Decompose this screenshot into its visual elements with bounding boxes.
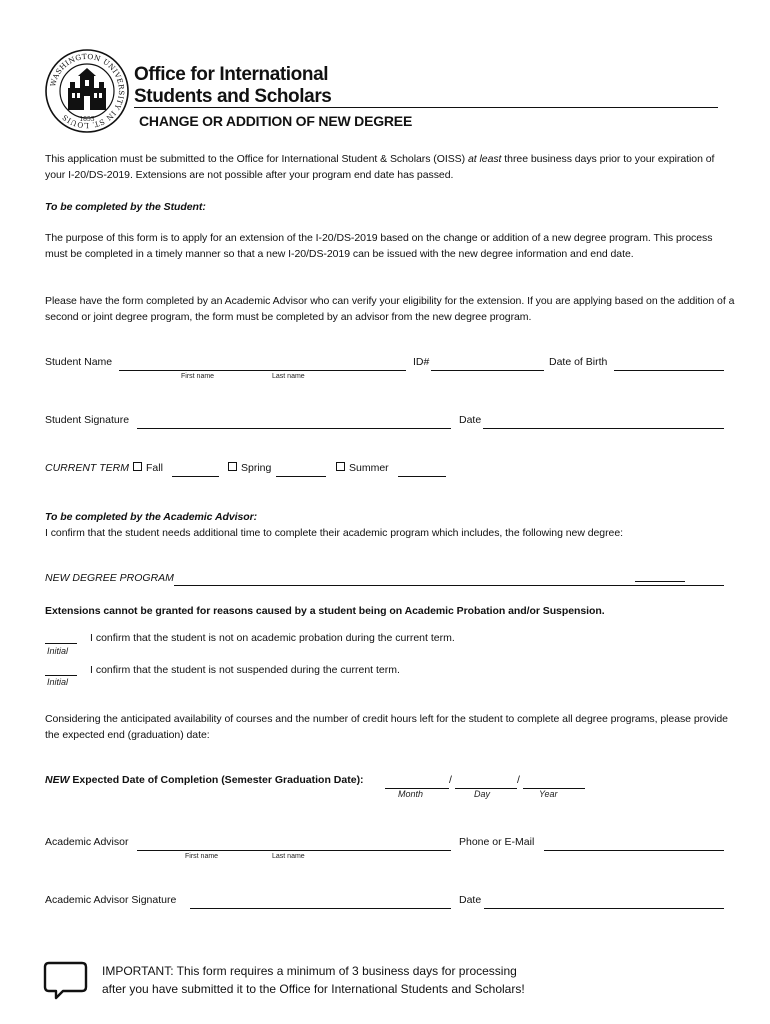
current-term-label: CURRENT TERM <box>45 462 129 474</box>
seal-text: WASHINGTON UNIVERSITY IN ST. LOUIS <box>48 51 127 131</box>
intro-paragraph <box>45 151 735 183</box>
intro-text-2: three business days prior to your expiration of your I-20/DS-2019. Extensions are not possible after your program end date has passed. <box>45 153 715 181</box>
fall-label: Fall <box>146 462 163 474</box>
dob-label: Date of Birth <box>549 356 608 368</box>
id-label: ID# <box>413 356 430 368</box>
header-rule <box>134 107 718 108</box>
spring-label: Spring <box>241 462 272 474</box>
advisor-section-heading: To be completed by the Academic Advisor: <box>45 511 258 523</box>
completion-slash-2: / <box>517 774 520 786</box>
advisor-note-paragraph: Please have the form completed by an Academic Advisor who can verify your eligibility for the extension. If you are applying based on the addition of a second or joint degree program, the form must be completed by an advisor from the new degree program. <box>45 295 735 323</box>
advisor-name-label: Academic Advisor <box>45 836 129 848</box>
term-summer-option[interactable] <box>336 462 389 474</box>
seal-year: 1853 <box>79 116 95 123</box>
student-section-heading: To be completed by the Student: <box>45 201 206 213</box>
new-degree-field[interactable] <box>174 585 724 586</box>
new-degree-label: NEW DEGREE PROGRAM <box>45 572 174 584</box>
intro-text-1: This application must be submitted to the Office for International Student & Scholars (OISS) <box>45 153 468 165</box>
student-signature-field[interactable] <box>137 428 451 429</box>
student-date-label: Date <box>459 414 482 426</box>
advisor-date-label: Date <box>459 894 482 906</box>
student-last-name-hint: Last name <box>272 373 305 380</box>
term-fall-option[interactable] <box>133 462 163 474</box>
important-note <box>102 962 525 998</box>
day-hint: Day <box>474 789 491 799</box>
intro-emphasis: at least <box>467 153 502 165</box>
student-date-field[interactable] <box>483 428 724 429</box>
office-title <box>134 64 331 108</box>
probation-initial-field[interactable] <box>45 643 77 644</box>
spring-field[interactable] <box>276 476 326 477</box>
speech-bubble-icon <box>43 960 89 1002</box>
id-field[interactable] <box>431 370 544 371</box>
office-title-line1: Office for International <box>134 64 329 85</box>
fall-checkbox[interactable] <box>133 462 142 471</box>
advisor-last-name-hint: Last name <box>272 853 305 860</box>
advisor-signature-label: Academic Advisor Signature <box>45 894 177 906</box>
suspension-confirm-text: I confirm that the student is not suspended during the current term. <box>90 664 400 676</box>
spring-checkbox[interactable] <box>228 462 237 471</box>
advisor-name-field[interactable] <box>137 850 451 851</box>
completion-label-text: Expected Date of Completion (Semester Graduation Date): <box>72 774 364 786</box>
student-signature-label: Student Signature <box>45 414 130 426</box>
advisor-first-name-hint: First name <box>185 853 219 860</box>
phone-email-field[interactable] <box>544 850 724 851</box>
probation-initial-hint: Initial <box>47 646 69 656</box>
important-line-2: after you have submitted it to the Office for International Students and Scholars! <box>102 982 525 996</box>
completion-date-label <box>45 774 364 786</box>
summer-field[interactable] <box>398 476 446 477</box>
student-name-field[interactable] <box>119 370 406 371</box>
month-hint: Month <box>398 789 424 799</box>
summer-label: Summer <box>349 462 389 474</box>
end-date-request: Considering the anticipated availability of courses and the number of credit hours left for the student to complete all degree programs, please provide the expected end (graduation) date: <box>45 713 728 741</box>
term-spring-option[interactable] <box>228 462 271 474</box>
purpose-paragraph: The purpose of this form is to apply for an extension of the I-20/DS-2019 based on the change or addition of a new degree program. This process must be completed in a timely manner so that a new I-20/DS-2019 can be issued with the new degree information and end date. <box>45 232 713 260</box>
suspension-initial-hint: Initial <box>47 677 69 687</box>
advisor-confirm-text: I confirm that the student needs additional time to complete their academic program which includes, the following new degree: <box>45 527 623 539</box>
completion-new-word: NEW <box>45 774 70 786</box>
suspension-initial-field[interactable] <box>45 675 77 676</box>
probation-warning: Extensions cannot be granted for reasons caused by a student being on Academic Probation and/or Suspension. <box>45 605 605 617</box>
year-hint: Year <box>539 789 558 799</box>
fall-field[interactable] <box>172 476 219 477</box>
university-seal <box>44 48 130 134</box>
dob-field[interactable] <box>614 370 724 371</box>
probation-confirm-text: I confirm that the student is not on academic probation during the current term. <box>90 632 455 644</box>
new-degree-field-accent <box>635 581 685 582</box>
phone-email-label: Phone or E-Mail <box>459 836 535 848</box>
office-title-line2: Students and Scholars <box>134 86 332 107</box>
important-line-1: IMPORTANT: This form requires a minimum of 3 business days for processing <box>102 964 517 978</box>
advisor-date-field[interactable] <box>484 908 724 909</box>
form-title: CHANGE OR ADDITION OF NEW DEGREE <box>139 113 413 129</box>
summer-checkbox[interactable] <box>336 462 345 471</box>
completion-slash-1: / <box>449 774 452 786</box>
student-first-name-hint: First name <box>181 373 215 380</box>
student-name-label: Student Name <box>45 356 113 368</box>
advisor-signature-field[interactable] <box>190 908 451 909</box>
